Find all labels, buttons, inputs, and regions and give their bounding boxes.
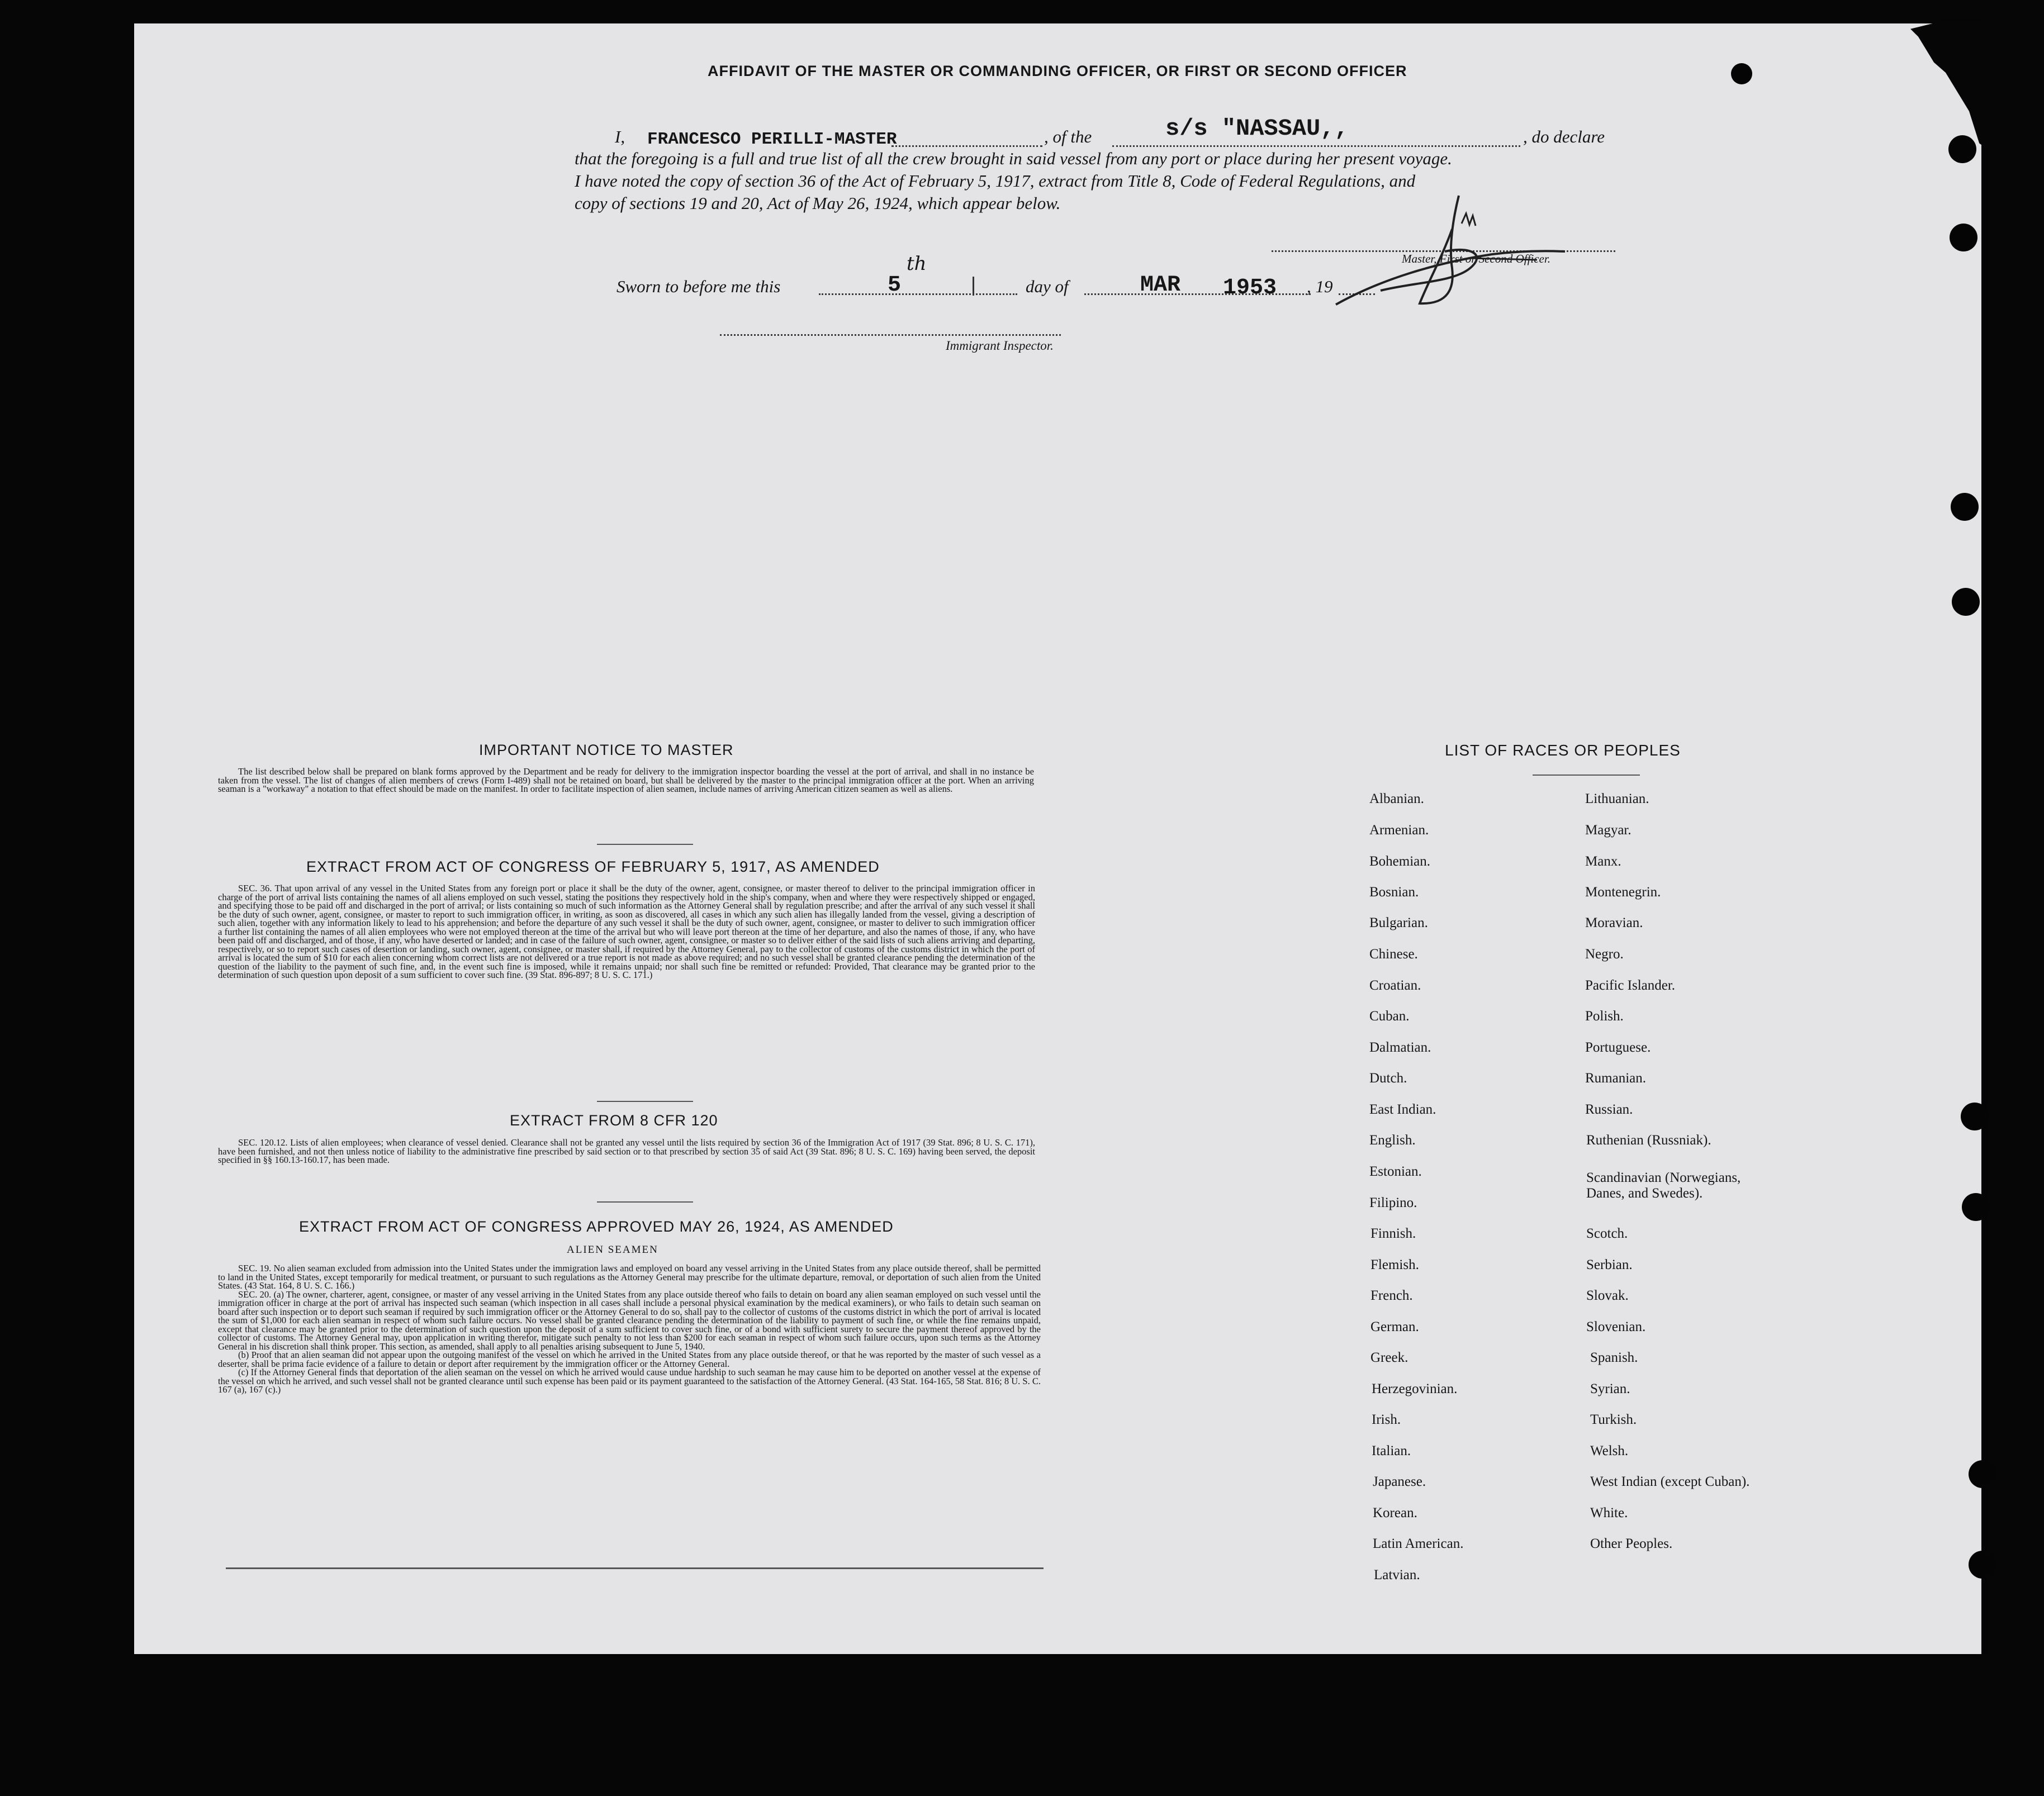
notice-title: IMPORTANT NOTICE TO MASTER xyxy=(479,742,734,758)
race-item: Latvian. xyxy=(1374,1567,1420,1583)
binder-hole xyxy=(1969,1551,1996,1579)
sworn-month: MAR xyxy=(1140,273,1181,298)
race-item: Magyar. xyxy=(1585,823,1632,838)
race-item: Armenian. xyxy=(1369,823,1429,838)
race-item: White. xyxy=(1590,1505,1628,1521)
race-item: Filipino. xyxy=(1369,1195,1417,1210)
master-name: FRANCESCO PERILLI-MASTER xyxy=(647,130,897,149)
binder-hole xyxy=(1950,224,1977,251)
race-item: Bulgarian. xyxy=(1369,915,1428,930)
race-item: English. xyxy=(1369,1133,1416,1148)
race-item: Scandinavian (Norwegians, Danes, and Swedes). xyxy=(1586,1170,1741,1201)
extract-1924-text: SEC. 19. No alien seaman excluded from admission into the United States under the immigration laws and employed on board any vessel arriving in the United States from any place outside thereof, shall be permitted to land in the United States, except temporarily for medical treatment, or pursuant to such regulations as the Attorney General may prescribe for the ultimate departure, removal, or deportation of such alien from the United States. (43 Stat. 164, 8 U. S. C. 166.) SEC. 20. (a) The owner, charterer, agent, consignee, or master of any vessel arriving in the United States from any place outside thereof who fails to detain on board any alien seaman employed on such vessel until the immigration officer in charge at the port of arrival has inspected such seaman (which inspection in all cases shall include a personal physical examination by the medical examiners), or who fails to detain such seaman on board after such inspection or to deport such seaman if required by such immigration officer or the Attorney General to do so, shall pay to the collector of customs of the customs district in which the port of arrival is located the sum of $1,000 for each alien seaman in respect of whom such failure occurs. No vessel shall be granted clearance pending the determination of the liability to payment of such fine, or while the fine remains unpaid, except that clearance may be granted prior to the determination of such question upon the deposit of a sum sufficient to cover such fine, or of a bond with sufficient surety to secure the payment thereof approved by the collector of customs. The Attorney General may, upon application in writing therefor, mitigate such penalty to not less than $200 for each seaman in respect of whom such failure occurs, upon such terms as the Attorney General in his discretion shall think proper. This section, as amended, shall apply to all penalties arising subsequent to June 5, 1940. (b) Proof that an alien seaman did not appear upon the outgoing manifest of the vessel on which he arrived in the United States from any place outside thereof, or that he was reported by the master of such vessel as a deserter, shall be prima facie evidence of a failure to detain or deport after requirement by the immigration officer or the Attorney General. (c) If the Attorney General finds that deportation of the alien seaman on the vessel on which he arrived would cause undue hardship to such seaman he may cause him to be deported on another vessel at the expense of the vessel on which he arrived, and such vessel shall not be granted clearance until such expense has been paid or its payment guaranteed to the satisfaction of the Attorney General. (43 Stat. 164-165, 58 Stat. 816; 8 U. S. C. 167 (a), 167 (c).) xyxy=(218,1263,1041,1395)
race-item: Slovenian. xyxy=(1586,1319,1646,1334)
declaration-line-2: that the foregoing is a full and true list of all the crew brought in said vessel from any port or place during her present voyage. xyxy=(575,149,1452,168)
bottom-rule xyxy=(226,1567,1044,1569)
race-item: Flemish. xyxy=(1370,1257,1419,1272)
race-item: Pacific Islander. xyxy=(1585,978,1676,993)
race-item: Greek. xyxy=(1370,1350,1408,1365)
race-item: Ruthenian (Russniak). xyxy=(1586,1133,1711,1148)
sworn-label: Sworn to before me this xyxy=(616,277,781,296)
notice-text: The list described below shall be prepared on blank forms approved by the Department and be ready for delivery to the immigration inspector boarding the vessel at the port of arrival, and shall in no instance be taken from the vessel. The list of changes of alien members of crews (Form I-489) shall not be retained on board, but shall be delivered by the master to the principal immigration officer at the port. When an arriving seaman is a "workaway" a notation to that effect should be made on the manifest. In order to facilitate inspection of alien seamen, include names of arriving American citizen seamen as well as aliens. xyxy=(218,766,1034,794)
divider xyxy=(597,1201,693,1203)
extract-1924-title: EXTRACT FROM ACT OF CONGRESS APPROVED MAY 26, 1924, AS AMENDED xyxy=(299,1218,894,1235)
do-declare-label: , do declare xyxy=(1523,127,1605,146)
race-item: Slovak. xyxy=(1586,1288,1629,1303)
race-item: Finnish. xyxy=(1370,1226,1416,1241)
race-item: Portuguese. xyxy=(1585,1040,1651,1055)
races-title: LIST OF RACES OR PEOPLES xyxy=(1445,742,1681,759)
race-item: Chinese. xyxy=(1369,947,1418,962)
year-prefix: , 19 xyxy=(1307,277,1333,296)
fill-line xyxy=(1112,145,1520,147)
race-item: East Indian. xyxy=(1369,1102,1436,1117)
extract-8cfr-text: SEC. 120.12. Lists of alien employees; when clearance of vessel denied. Clearance shall not be granted any vessel until the lists required by section 36 of the Immigration Act of 1917 (39 Stat. 896; 8 U. S. C. 171), have been furnished, and not then unless notice of liability to the administrative fine prescribed by said section or to that prescribed by section 35 of said Act (39 Stat. 896; 8 U. S. C. 169) having been served, the deposit specified in §§ 160.13-160.17, has been made. xyxy=(218,1137,1035,1165)
race-item: Korean. xyxy=(1373,1505,1417,1521)
race-item: Moravian. xyxy=(1585,915,1643,930)
race-item: Scotch. xyxy=(1586,1226,1628,1241)
binder-hole xyxy=(1952,588,1980,616)
divider xyxy=(597,1101,693,1102)
race-item: Dalmatian. xyxy=(1369,1040,1431,1055)
extract-1924-subtitle: ALIEN SEAMEN xyxy=(567,1244,658,1256)
extract-1917-title: EXTRACT FROM ACT OF CONGRESS OF FEBRUARY 5, 1917, AS AMENDED xyxy=(306,858,880,875)
race-item: Polish. xyxy=(1585,1009,1624,1024)
race-item: German. xyxy=(1370,1319,1419,1334)
fill-line xyxy=(819,293,1017,295)
binder-hole xyxy=(1951,493,1979,521)
race-item: Negro. xyxy=(1585,947,1624,962)
signature-label: Master, First or Second Officer. xyxy=(1402,252,1550,265)
race-item: West Indian (except Cuban). xyxy=(1590,1474,1750,1489)
race-item: Turkish. xyxy=(1590,1412,1637,1427)
document-page xyxy=(134,23,1981,1654)
declaration-line-4: copy of sections 19 and 20, Act of May 26, 1924, which appear below. xyxy=(575,193,1061,213)
declaration-line-3: I have noted the copy of section 36 of the Act of February 5, 1917, extract from Title 8, Code of Federal Regulations, and xyxy=(575,171,1416,191)
fill-line xyxy=(891,145,1042,147)
day-of-label: day of xyxy=(1026,277,1069,296)
race-item: Lithuanian. xyxy=(1585,791,1649,806)
race-item: Herzegovinian. xyxy=(1372,1381,1458,1396)
race-item: Bohemian. xyxy=(1369,854,1431,869)
race-item: Serbian. xyxy=(1586,1257,1633,1272)
race-item: Montenegrin. xyxy=(1585,885,1661,900)
extract-1917-text: SEC. 36. That upon arrival of any vessel in the United States from any foreign port or place it shall be the duty of the owner, agent, consignee, or master thereof to deliver to the principal immigration officer in charge of the port of arrival lists containing the names of all aliens employed on such vessel, stating the positions they respectively hold in the ship's company, when and where they were respectively shipped or engaged, and specifying those to be paid off and discharged in the port of arrival; or lists containing so much of such information as the Attorney General shall by regulation prescribe; and after the arrival of any such vessel it shall be the duty of such owner, agent, consignee, or master to report to such immigration officer, in writing, as soon as discovered, all cases in which any such alien has illegally landed from the vessel, giving a description of such alien, together with any information likely to lead to his apprehension; and before the departure of any such vessel it shall be the duty of such owner, agent, consignee, or master to deliver to such immigration officer a further list containing the names of all alien employees who were not employed thereon at the time of the arrival but who will leave port thereon at the time of her departure, and also the names of those, if any, who have been paid off and discharged, and of those, if any, who have deserted or landed; and in case of the failure of such owner, agent, consignee, or master so to deliver either of the said lists of such aliens arriving and departing, respectively, or so to report such cases of desertion or landing, such owner, agent, consignee, or master shall, if required by the Attorney General, pay to the collector of customs of the customs district in which the port of arrival is located the sum of $10 for each alien concerning whom correct lists are not delivered or a true report is not made as above required; and no such vessel shall be granted clearance pending the determination of the question of the liability to the payment of such fine, and, in the event such fine is imposed, while it remains unpaid; nor shall such fine be remitted or refunded: Provided, That clearance may be granted prior to the determination of such question upon deposit of a sum sufficient to cover such fine. (39 Stat. 896-897; 8 U. S. C. 171.) xyxy=(218,883,1035,980)
vessel-name: s/s "NASSAU,, xyxy=(1165,115,1349,142)
race-item: Manx. xyxy=(1585,854,1621,869)
extract-8cfr-title: EXTRACT FROM 8 CFR 120 xyxy=(510,1112,718,1129)
race-item: Croatian. xyxy=(1369,978,1421,993)
race-item: Spanish. xyxy=(1590,1350,1638,1365)
race-item: Irish. xyxy=(1372,1412,1401,1427)
race-item: French. xyxy=(1370,1288,1413,1303)
race-item: Bosnian. xyxy=(1369,885,1419,900)
inspector-line xyxy=(720,334,1061,336)
race-item: Russian. xyxy=(1585,1102,1633,1117)
race-item: Albanian. xyxy=(1369,791,1424,806)
master-signature xyxy=(1302,184,1615,313)
race-item: Japanese. xyxy=(1373,1474,1426,1489)
inspector-label: Immigrant Inspector. xyxy=(946,339,1054,353)
fill-line xyxy=(1084,293,1311,295)
affidavit-title: AFFIDAVIT OF THE MASTER OR COMMANDING OFFICER, OR FIRST OR SECOND OFFICER xyxy=(708,63,1407,79)
race-item: Estonian. xyxy=(1369,1164,1422,1179)
pen-mark xyxy=(973,277,974,296)
sworn-day: 5 xyxy=(888,273,902,298)
of-the-label: , of the xyxy=(1044,127,1092,146)
race-item: Italian. xyxy=(1372,1443,1411,1458)
race-item: Dutch. xyxy=(1369,1071,1407,1086)
race-item: Other Peoples. xyxy=(1590,1536,1673,1551)
race-item: Cuban. xyxy=(1369,1009,1410,1024)
race-item: Welsh. xyxy=(1590,1443,1629,1458)
race-item: Latin American. xyxy=(1373,1536,1464,1551)
declaration-prefix: I, xyxy=(615,127,625,146)
race-item: Rumanian. xyxy=(1585,1071,1647,1086)
binder-hole xyxy=(1731,63,1752,84)
binder-hole xyxy=(1948,135,1976,163)
divider xyxy=(1533,775,1640,776)
sworn-year: 1953 xyxy=(1223,275,1277,301)
binder-hole xyxy=(1961,1103,1989,1130)
race-item: Syrian. xyxy=(1590,1381,1630,1396)
divider xyxy=(597,844,693,845)
sworn-day-suffix: th xyxy=(907,253,927,275)
binder-hole xyxy=(1962,1193,1990,1221)
binder-hole xyxy=(1969,1460,1996,1488)
